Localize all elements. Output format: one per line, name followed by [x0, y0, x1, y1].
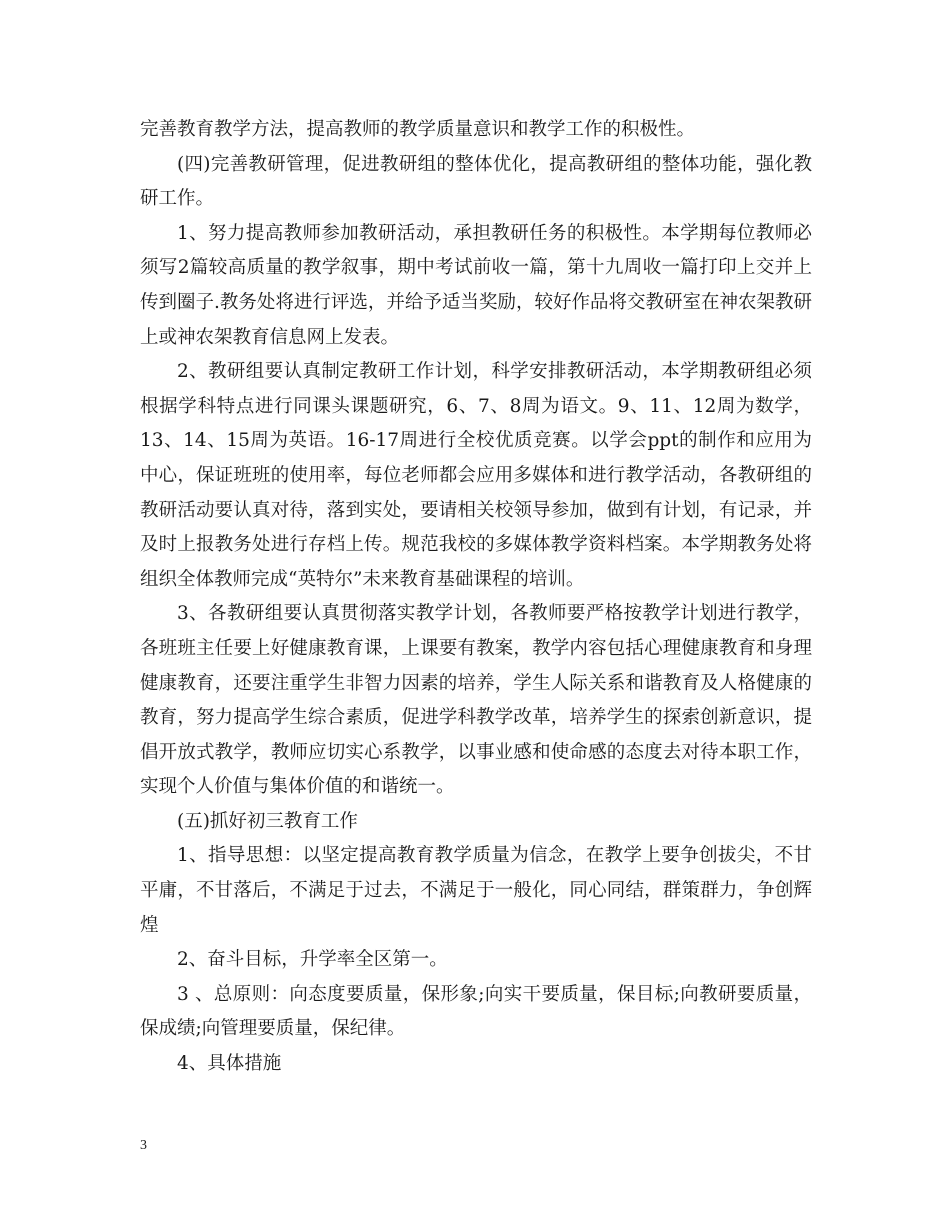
page-number: 3 [140, 1138, 147, 1153]
paragraph-7: 1、指导思想：以坚定提高教育教学质量为信念，在教学上要争创拔尖，不甘平庸，不甘落后，不满足于过去，不满足于一般化，同心同结，群策群力，争创辉煌 [140, 845, 812, 936]
paragraph-1: 完善教育教学方法，提高教师的教学质量意识和教学工作的积极性。 [140, 119, 696, 140]
paragraph-5: 3、各教研组要认真贯彻落实教学计划，各教师要严格按教学计划进行教学，各班班主任要上好健康教育课，上课要有教案，教学内容包括心理健康教育和身理健康教育，还要注重学生非智力因素的培养，学生人际关系和谐教育及人格健康的教育，努力提高学生综合素质，促进学科教学改革，培养学生的探索创新意识，提倡开放式教学，教师应切实心系教学，以事业感和使命感的态度去对待本职工作，实现个人价值与集体价值的和谐统一。 [140, 603, 812, 798]
paragraph-4: 2、教研组要认真制定教研工作计划，科学安排教研活动，本学期教研组必须根据学科特点进行同课头课题研究，6、7、8周为语文。9、11、12周为数学，13、14、15周为英语。16-17周进行全校优质竞赛。以学会ppt的制作和应用为中心，保证班班的使用率，每位老师都会应用多媒体和进行教学活动，各教研组的教研活动要认真对待，落到实处，要请相关校领导参加，做到有计划，有记录，并及时上报教务处进行存档上传。规范我校的多媒体教学资料档案。本学期教务处将组织全体教师完成“英特尔”未来教育基础课程的培训。 [140, 361, 812, 590]
paragraph-2: (四)完善教研管理，促进教研组的整体优化，提高教研组的整体功能，强化教研工作。 [140, 153, 812, 210]
document-body [140, 113, 812, 1082]
paragraph-8: 2、奋斗目标，升学率全区第一。 [177, 949, 448, 971]
section-heading-5: (五)抓好初三教育工作 [177, 810, 358, 832]
paragraph-9: 3 、总原则：向态度要质量，保形象;向实干要质量，保目标;向教研要质量，保成绩;向管理要质量，保纪律。 [140, 983, 812, 1040]
paragraph-10: 4、具体措施 [177, 1053, 282, 1075]
paragraph-3: 1、努力提高教师参加教研活动，承担教研任务的积极性。本学期每位教师必须写2篇较高质量的教学叙事，期中考试前收一篇，第十九周收一篇打印上交并上传到圈子.教务处将进行评选，并给予适当奖励，较好作品将交教研室在神农架教研上或神农架教育信息网上发表。 [140, 222, 812, 348]
